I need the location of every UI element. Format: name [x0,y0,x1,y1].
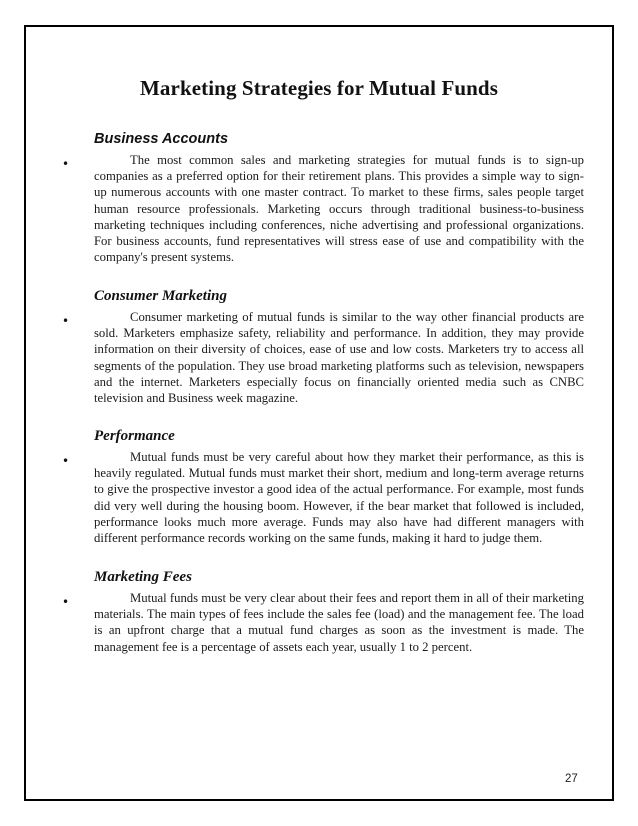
section-heading: Business Accounts [94,131,229,147]
section-paragraph: The most common sales and marketing strategies for mutual funds is to sign-up companies as a preferred option for their retirement plans. This provides a simple way to sign-up numerous accounts with one master contract. To market to these firms, sales people target human resource professionals. Marketing occurs through traditional business-to-business marketing techniques including conferences, niche advertising and professional organizations. For business accounts, fund representatives will stress ease of use and compatibility with the company's present systems. [94,153,584,265]
bullet-icon: • [62,314,70,328]
section-heading: Consumer Marketing [94,288,227,304]
page-title: Marketing Strategies for Mutual Funds [140,76,498,100]
section-paragraph: Mutual funds must be very careful about how they market their performance, as this is heavily regulated. Mutual funds must market their short, medium and long-term average returns to give the prospective investor a good idea of the actual performance. For example, most funds did very well during the housing boom. However, if the bear market that followed is included, performance looks much more average. Funds may also have had different managers with different performance records working on the same funds, making it hard to judge them. [94,450,584,546]
page-number: 27 [565,773,578,785]
section-heading: Marketing Fees [94,569,192,585]
bullet-icon: • [62,454,70,468]
section-paragraph: Mutual funds must be very clear about their fees and report them in all of their marketing materials. The main types of fees include the sales fee (load) and the management fee. The load is an upfront charge that a mutual fund charges as soon as the investment is made. The management fee is a percentage of assets each year, usually 1 to 2 percent. [94,591,584,654]
bullet-icon: • [62,157,70,171]
bullet-icon: • [62,595,70,609]
section-heading: Performance [94,428,175,444]
section-paragraph: Consumer marketing of mutual funds is similar to the way other financial products are sold. Marketers emphasize safety, reliability and performance. In addition, they may provide information on their diversity of choices, ease of use and low costs. Marketers try to access all segments of the population. They use broad marketing platforms such as television, newspapers and the internet. Marketers especially focus on financially oriented media such as CNBC television and Business week magazine. [94,310,584,406]
